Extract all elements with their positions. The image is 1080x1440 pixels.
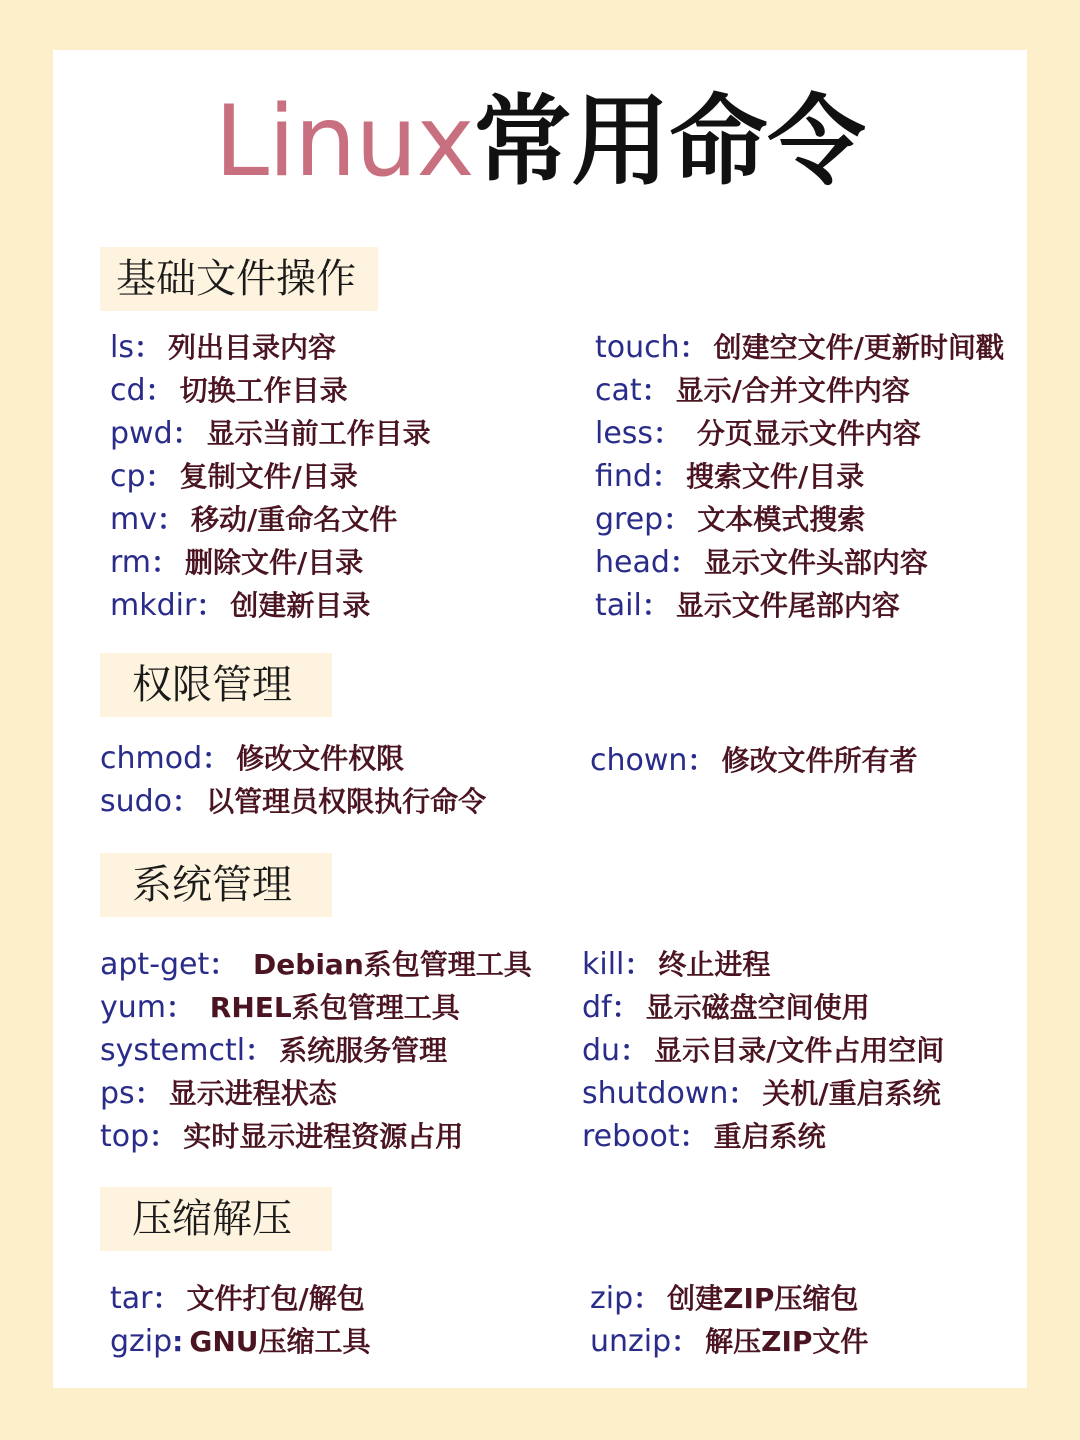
command-description: 显示进程状态	[168, 1077, 337, 1110]
command-separator: ：	[202, 742, 231, 775]
command-description: 终止进程	[658, 948, 771, 981]
command-name: chmod	[100, 741, 203, 776]
command-name: grep	[595, 502, 664, 537]
command-separator: ：	[172, 417, 201, 450]
command-name: find	[595, 459, 652, 494]
command-row	[110, 455, 431, 498]
command-row	[110, 369, 431, 412]
command-separator: ：	[149, 1120, 178, 1153]
command-separator: ：	[166, 991, 195, 1024]
command-row	[590, 739, 917, 782]
command-name: cp	[110, 459, 146, 494]
command-name: sudo	[100, 784, 173, 819]
command-row	[595, 455, 1004, 498]
command-row	[100, 737, 486, 780]
command-description: 列出目录内容	[167, 331, 336, 364]
command-name: unzip	[590, 1324, 672, 1359]
section-permissions-right	[590, 739, 917, 782]
command-separator: ：	[209, 948, 238, 981]
command-row	[595, 541, 1004, 584]
command-description: 显示/合并文件内容	[675, 374, 910, 407]
section-label-compression: 压缩解压	[100, 1187, 332, 1251]
command-separator: ：	[679, 1120, 708, 1153]
command-row	[100, 1029, 532, 1072]
command-separator: ：	[133, 331, 162, 364]
command-name: tail	[595, 588, 642, 623]
section-basic-file-ops-left	[110, 326, 431, 627]
command-separator: ：	[145, 460, 174, 493]
command-separator: ：	[611, 991, 640, 1024]
command-description: 修改文件权限	[236, 742, 405, 775]
command-row	[110, 1320, 371, 1363]
section-label-basic-file-ops: 基础文件操作	[100, 247, 378, 311]
command-name: gzip	[110, 1324, 173, 1359]
command-description: RHEL系包管理工具	[200, 991, 460, 1024]
command-row	[100, 1072, 532, 1115]
command-name: mkdir	[110, 588, 197, 623]
command-row	[595, 584, 1004, 627]
command-row	[110, 498, 431, 541]
command-description: 删除文件/目录	[185, 546, 364, 579]
command-separator: ：	[687, 744, 716, 777]
command-separator: :	[172, 1325, 184, 1358]
command-description: 文件打包/解包	[186, 1282, 365, 1315]
command-name: pwd	[110, 416, 173, 451]
command-description: 系统服务管理	[279, 1034, 448, 1067]
command-row	[110, 326, 431, 369]
command-name: mv	[110, 502, 157, 537]
command-separator: ：	[671, 1325, 700, 1358]
command-name: reboot	[582, 1119, 680, 1154]
section-compression-right	[590, 1277, 868, 1363]
command-separator: ：	[156, 503, 185, 536]
command-row	[595, 498, 1004, 541]
command-description: 实时显示进程资源占用	[183, 1120, 464, 1153]
page-title	[0, 82, 1080, 202]
command-row	[595, 369, 1004, 412]
command-row	[582, 1072, 944, 1115]
command-row	[582, 986, 944, 1029]
command-description: 分页显示文件内容	[687, 417, 921, 450]
command-name: kill	[582, 947, 625, 982]
command-description: 切换工作目录	[179, 374, 348, 407]
command-description: 重启系统	[713, 1120, 826, 1153]
command-name: systemctl	[100, 1033, 246, 1068]
command-name: rm	[110, 545, 152, 580]
command-name: apt-get	[100, 947, 210, 982]
section-label-system-admin: 系统管理	[100, 853, 332, 917]
command-separator: ：	[245, 1034, 274, 1067]
command-separator: ：	[633, 1282, 662, 1315]
command-description: 创建空文件/更新时间戳	[713, 331, 1004, 364]
command-name: cat	[595, 373, 642, 408]
command-name: ps	[100, 1076, 135, 1111]
command-name: head	[595, 545, 670, 580]
command-row	[110, 584, 431, 627]
command-separator: ：	[651, 460, 680, 493]
command-separator: ：	[134, 1077, 163, 1110]
command-separator: ：	[620, 1034, 649, 1067]
command-description: 复制文件/目录	[179, 460, 358, 493]
command-name: zip	[590, 1281, 634, 1316]
command-separator: ：	[728, 1077, 757, 1110]
command-separator: ：	[145, 374, 174, 407]
section-permissions-left	[100, 737, 486, 823]
command-name: top	[100, 1119, 150, 1154]
command-description: 显示文件尾部内容	[675, 589, 900, 622]
command-description: 以管理员权限执行命令	[206, 785, 487, 818]
command-name: yum	[100, 990, 166, 1025]
command-description: 解压ZIP文件	[705, 1325, 869, 1358]
command-row	[110, 541, 431, 584]
command-row	[110, 412, 431, 455]
command-separator: ：	[196, 589, 225, 622]
command-description: 显示目录/文件占用空间	[654, 1034, 945, 1067]
section-compression-left	[110, 1277, 371, 1363]
command-description: 修改文件所有者	[721, 744, 918, 777]
command-description: GNU压缩工具	[189, 1325, 371, 1358]
command-separator: ：	[152, 1282, 181, 1315]
command-name: touch	[595, 330, 680, 365]
command-description: 搜索文件/目录	[685, 460, 865, 493]
command-description: 关机/重启系统	[762, 1077, 941, 1110]
command-description: 显示当前工作目录	[206, 417, 431, 450]
section-basic-file-ops-right	[595, 326, 1004, 627]
command-row	[595, 412, 1004, 455]
command-description: 显示磁盘空间使用	[645, 991, 870, 1024]
command-description: 创建新目录	[230, 589, 371, 622]
command-separator: ：	[641, 589, 670, 622]
command-row	[100, 943, 532, 986]
command-description: Debian系包管理工具	[243, 948, 532, 981]
command-row	[100, 780, 486, 823]
command-row	[582, 1115, 944, 1158]
command-description: 文本模式搜索	[697, 503, 866, 536]
command-name: shutdown	[582, 1076, 729, 1111]
command-name: ls	[110, 330, 134, 365]
command-separator: ：	[641, 374, 670, 407]
command-name: df	[582, 990, 612, 1025]
command-name: tar	[110, 1281, 153, 1316]
command-row	[582, 943, 944, 986]
section-label-permissions: 权限管理	[100, 653, 332, 717]
command-separator: ：	[663, 503, 692, 536]
command-row	[110, 1277, 371, 1320]
command-name: du	[582, 1033, 621, 1068]
command-separator: ：	[653, 417, 682, 450]
command-row	[100, 986, 532, 1029]
command-name: cd	[110, 373, 146, 408]
command-name: less	[595, 416, 654, 451]
command-row	[100, 1115, 532, 1158]
section-system-admin-right	[582, 943, 944, 1158]
section-system-admin-left	[100, 943, 532, 1158]
command-row	[595, 326, 1004, 369]
command-description: 移动/重命名文件	[191, 503, 398, 536]
command-separator: ：	[151, 546, 180, 579]
command-separator: ：	[679, 331, 708, 364]
command-separator: ：	[669, 546, 698, 579]
command-description: 创建ZIP压缩包	[667, 1282, 859, 1315]
command-description: 显示文件头部内容	[703, 546, 928, 579]
command-row	[582, 1029, 944, 1072]
command-row	[590, 1320, 868, 1363]
command-row	[590, 1277, 868, 1320]
command-separator: ：	[172, 785, 201, 818]
command-name: chown	[590, 743, 688, 778]
title-linux: Linux	[214, 85, 474, 199]
command-separator: ：	[624, 948, 653, 981]
title-common-commands: 常用命令	[473, 85, 866, 199]
